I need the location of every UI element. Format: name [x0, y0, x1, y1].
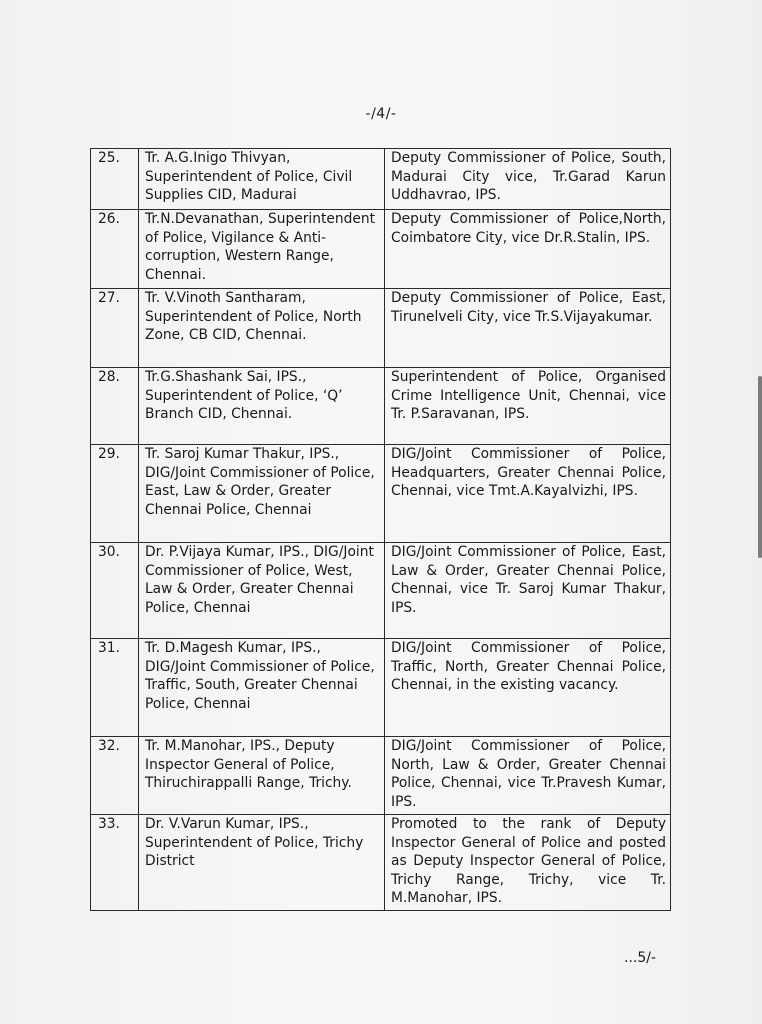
table-row — [91, 737, 671, 815]
table-row — [91, 289, 671, 368]
serial-number: 32. — [91, 737, 139, 815]
table-row — [91, 815, 671, 911]
serial-number: 31. — [91, 639, 139, 737]
officer-current-posting: Dr. V.Varun Kumar, IPS., Superintendent of Police, Trichy District — [139, 815, 385, 911]
serial-number: 27. — [91, 289, 139, 368]
table-row — [91, 445, 671, 543]
officer-current-posting: Tr. M.Manohar, IPS., Deputy Inspector General of Police, Thiruchirappalli Range, Trichy. — [139, 737, 385, 815]
serial-number: 25. — [91, 149, 139, 210]
new-posting: DIG/Joint Commissioner of Police, Headquarters, Greater Chennai Police, Chennai, vice Tmt.A.Kayalvizhi, IPS. — [385, 445, 671, 543]
officer-current-posting: Tr.G.Shashank Sai, IPS., Superintendent of Police, ‘Q’ Branch CID, Chennai. — [139, 368, 385, 445]
new-posting: DIG/Joint Commissioner of Police, North, Law & Order, Greater Chennai Police, Chennai, vice Tr.Pravesh Kumar, IPS. — [385, 737, 671, 815]
table-row — [91, 639, 671, 737]
new-posting: Superintendent of Police, Organised Crime Intelligence Unit, Chennai, vice Tr. P.Saravanan, IPS. — [385, 368, 671, 445]
table-row — [91, 543, 671, 639]
table-row — [91, 368, 671, 445]
officer-current-posting: Tr. V.Vinoth Santharam, Superintendent of Police, North Zone, CB CID, Chennai. — [139, 289, 385, 368]
officer-current-posting: Tr. D.Magesh Kumar, IPS., DIG/Joint Commissioner of Police, Traffic, South, Greater Chennai Police, Chennai — [139, 639, 385, 737]
serial-number: 28. — [91, 368, 139, 445]
page-number: -/4/- — [365, 106, 397, 122]
new-posting: Deputy Commissioner of Police, East, Tirunelveli City, vice Tr.S.Vijayakumar. — [385, 289, 671, 368]
vertical-scrollbar[interactable] — [758, 376, 762, 558]
serial-number: 30. — [91, 543, 139, 639]
serial-number: 33. — [91, 815, 139, 911]
officer-current-posting: Dr. P.Vijaya Kumar, IPS., DIG/Joint Commissioner of Police, West, Law & Order, Greater Chennai Police, Chennai — [139, 543, 385, 639]
serial-number: 26. — [91, 210, 139, 289]
officer-current-posting: Tr. A.G.Inigo Thivyan, Superintendent of Police, Civil Supplies CID, Madurai — [139, 149, 385, 210]
new-posting: DIG/Joint Commissioner of Police, East, Law & Order, Greater Chennai Police, Chennai, vice Tr. Saroj Kumar Thakur, IPS. — [385, 543, 671, 639]
new-posting: DIG/Joint Commissioner of Police, Traffic, North, Greater Chennai Police, Chennai, in the existing vacancy. — [385, 639, 671, 737]
officer-current-posting: Tr. Saroj Kumar Thakur, IPS., DIG/Joint Commissioner of Police, East, Law & Order, Greater Chennai Police, Chennai — [139, 445, 385, 543]
new-posting: Deputy Commissioner of Police, South, Madurai City vice, Tr.Garad Karun Uddhavrao, IPS. — [385, 149, 671, 210]
officer-current-posting: Tr.N.Devanathan, Superintendent of Police, Vigilance & Anti- corruption, Western Range, Chennai. — [139, 210, 385, 289]
new-posting: Promoted to the rank of Deputy Inspector General of Police and posted as Deputy Inspector General of Police, Trichy Range, Trichy, vice Tr. M.Manohar, IPS. — [385, 815, 671, 911]
serial-number: 29. — [91, 445, 139, 543]
transfer-orders-table — [90, 148, 671, 911]
table-row — [91, 210, 671, 289]
new-posting: Deputy Commissioner of Police,North, Coimbatore City, vice Dr.R.Stalin, IPS. — [385, 210, 671, 289]
table-row — [91, 149, 671, 210]
continuation-marker: ...5/- — [624, 950, 657, 966]
